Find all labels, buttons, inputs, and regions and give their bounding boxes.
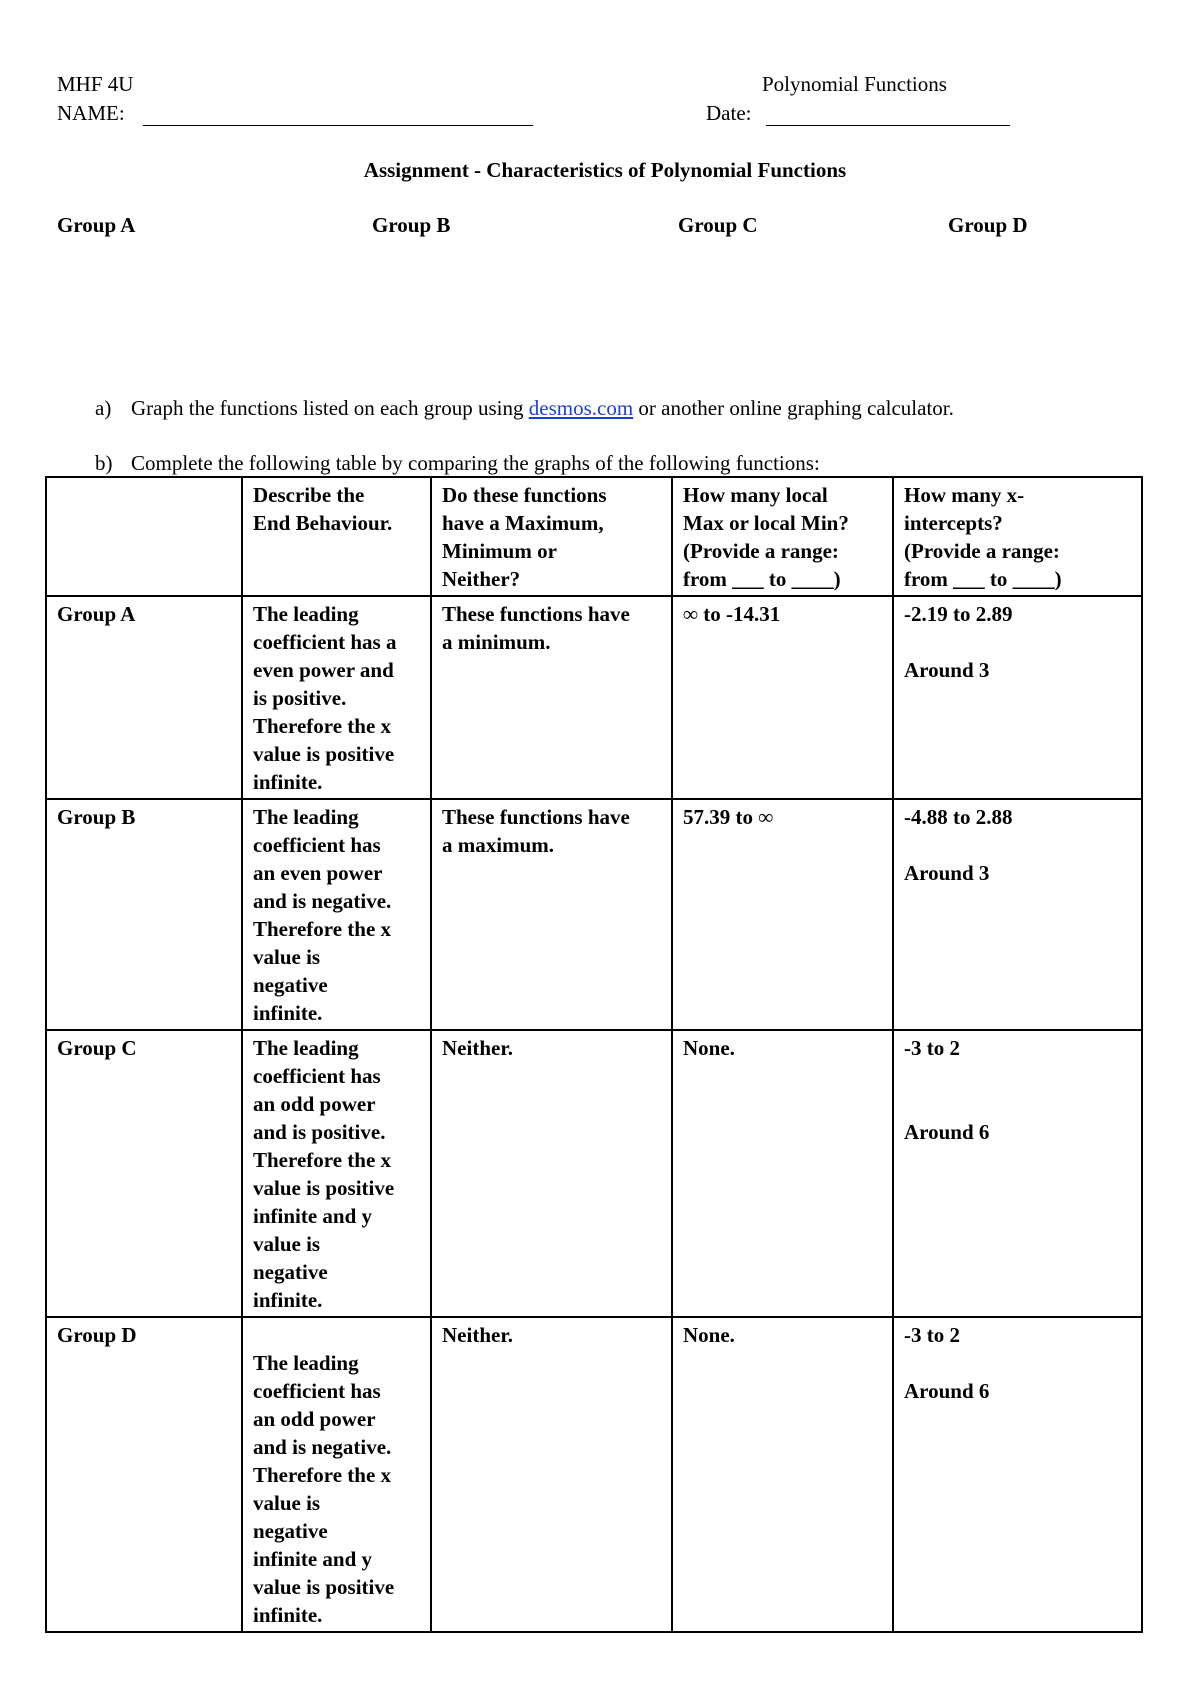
name-field[interactable] (143, 125, 533, 126)
row-group-label: Group B (46, 799, 242, 1030)
name-label: NAME: (57, 101, 125, 125)
comparison-table (45, 476, 1143, 1633)
local-extrema-cell: None. (672, 1030, 893, 1317)
table-header-row (46, 477, 1142, 596)
end-behaviour-cell: The leading coefficient has an odd power and is positive. Therefore the x value is positive infinite and y value is negative infinite. (242, 1030, 431, 1317)
end-behaviour-text: The leading coefficient has an odd power and is negative. Therefore the x value is negative infinite and y value is positive infinite. (253, 1351, 395, 1627)
instruction-a (95, 396, 954, 421)
date-label: Date: (706, 101, 752, 125)
header-x-intercepts: How many x- intercepts? (Provide a range: from ___ to ____) (893, 477, 1142, 596)
end-behaviour-cell: The leading coefficient has a even power and is positive. Therefore the x value is positive infinite. (242, 596, 431, 799)
intercepts-count: Around 3 (904, 658, 990, 682)
table-row (46, 1030, 1142, 1317)
intercepts-range: -3 to 2 (904, 1036, 960, 1060)
row-group-label: Group D (46, 1317, 242, 1632)
desmos-link[interactable]: desmos.com (528, 396, 634, 420)
header-cell-empty (46, 477, 242, 596)
x-intercepts-cell (893, 1317, 1142, 1632)
max-min-cell: Neither. (431, 1317, 672, 1632)
topic-heading: Polynomial Functions (762, 72, 947, 96)
instruction-b-text: Complete the following table by comparing the graphs of the following functions: (131, 451, 820, 475)
group-heading-d: Group D (948, 213, 1028, 237)
max-min-cell: These functions have a minimum. (431, 596, 672, 799)
intercepts-range: -3 to 2 (904, 1323, 960, 1347)
header-max-min: Do these functions have a Maximum, Minimum or Neither? (431, 477, 672, 596)
intercepts-range: -4.88 to 2.88 (904, 805, 1013, 829)
local-extrema-cell: 57.39 to ∞ (672, 799, 893, 1030)
instruction-a-marker: a) (95, 396, 112, 420)
row-group-label: Group C (46, 1030, 242, 1317)
row-group-label: Group A (46, 596, 242, 799)
instruction-a-text: Graph the functions listed on each group using (131, 396, 529, 420)
instruction-a-tail: or another online graphing calculator. (633, 396, 954, 420)
end-behaviour-cell (242, 1317, 431, 1632)
date-field[interactable] (766, 125, 1010, 126)
instruction-b-marker: b) (95, 451, 113, 475)
group-heading-b: Group B (372, 213, 451, 237)
assignment-title: Assignment - Characteristics of Polynomial Functions (363, 158, 847, 182)
table-row (46, 1317, 1142, 1632)
x-intercepts-cell (893, 596, 1142, 799)
course-code: MHF 4U (57, 72, 134, 96)
intercepts-count: Around 3 (904, 861, 990, 885)
intercepts-count: Around 6 (904, 1379, 990, 1403)
x-intercepts-cell (893, 1030, 1142, 1317)
max-min-cell: Neither. (431, 1030, 672, 1317)
header-local-extrema: How many local Max or local Min? (Provide a range: from ___ to ____) (672, 477, 893, 596)
group-heading-a: Group A (57, 213, 136, 237)
x-intercepts-cell (893, 799, 1142, 1030)
end-behaviour-cell: The leading coefficient has an even power and is negative. Therefore the x value is negative infinite. (242, 799, 431, 1030)
local-extrema-cell: None. (672, 1317, 893, 1632)
header-end-behaviour: Describe the End Behaviour. (242, 477, 431, 596)
group-heading-c: Group C (678, 213, 758, 237)
table-row (46, 596, 1142, 799)
max-min-cell: These functions have a maximum. (431, 799, 672, 1030)
intercepts-count: Around 6 (904, 1120, 990, 1144)
local-extrema-cell: ∞ to -14.31 (672, 596, 893, 799)
intercepts-range: -2.19 to 2.89 (904, 602, 1013, 626)
instruction-b (95, 451, 820, 476)
table-row (46, 799, 1142, 1030)
